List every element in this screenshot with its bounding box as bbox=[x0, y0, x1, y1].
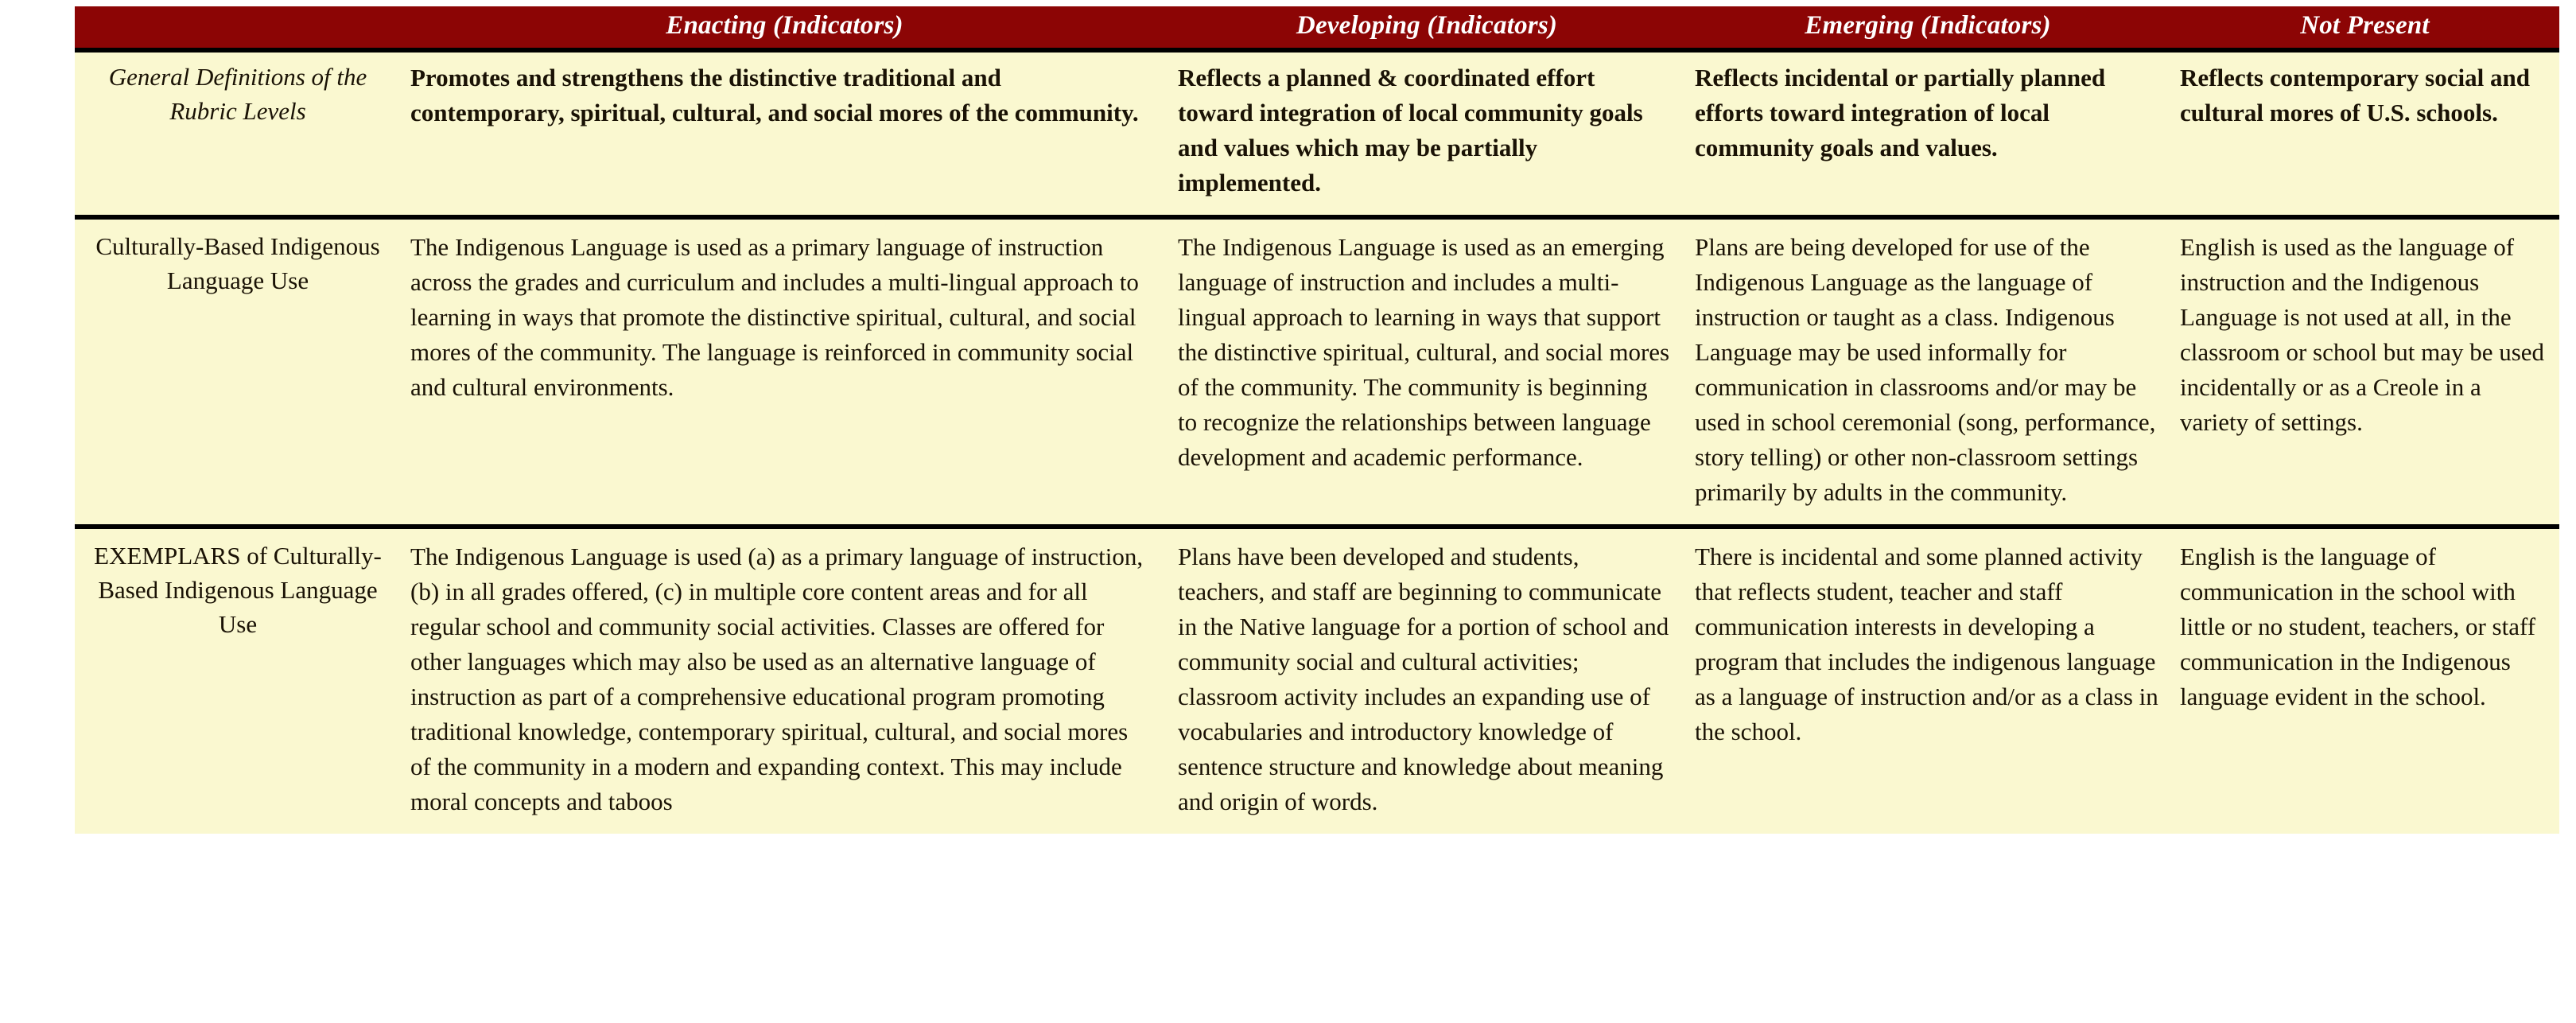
table-header bbox=[75, 6, 2559, 50]
row-label-cell-general-definitions bbox=[75, 50, 401, 217]
cell-text: Reflects incidental or partially planned efforts toward integration of local community goals and values. bbox=[1695, 64, 2106, 162]
cell-text: There is incidental and some planned activity that reflects student, teacher and staff communication interests in developing a program that includes the indigenous language as a language of instruction and/or as a class in the school. bbox=[1695, 543, 2158, 746]
row-label-general-definitions: General Definitions of the Rubric Levels bbox=[108, 63, 367, 125]
cell-text: English is used as the language of instruction and the Indigenous Language is not used at all, in the classroom or school but may be used incidentally or as a Creole in a variety of settings. bbox=[2180, 233, 2545, 437]
table-body bbox=[75, 50, 2559, 834]
row-label-culturally-based-indigenous-language-use: Culturally-Based Indigenous Language Use bbox=[95, 232, 380, 294]
header-row bbox=[75, 6, 2559, 50]
table-row bbox=[75, 527, 2559, 834]
row-label-cell-exemplars bbox=[75, 527, 401, 834]
cell-culturally-based-emerging bbox=[1685, 217, 2170, 527]
cell-general-definitions-emerging bbox=[1685, 50, 2170, 217]
cell-general-definitions-not-present bbox=[2170, 50, 2559, 217]
cell-culturally-based-developing bbox=[1168, 217, 1685, 527]
cell-text: Plans are being developed for use of the Indigenous Language as the language of instruction or taught as a class. Indigenous Language may be used informally for communication in classrooms and/or may be used in school ceremonial (song, performance, story telling) or other non-classroom settings primarily by adults in the community. bbox=[1695, 233, 2156, 507]
cell-text: Plans have been developed and students, teachers, and staff are beginning to communicate in the Native language for a portion of school and community social and cultural activities; classroom activity includes an expanding use of vocabularies and introductory knowledge of sentence structure and knowledge about meaning and origin of words. bbox=[1178, 543, 1669, 816]
row-label-cell-culturally-based-indigenous-language-use bbox=[75, 217, 401, 527]
cell-text: English is the language of communication in the school with little or no student, teachers, or staff communication in the Indigenous language evident in the school. bbox=[2180, 543, 2536, 711]
cell-text: Reflects contemporary social and cultural mores of U.S. schools. bbox=[2180, 64, 2530, 127]
row-label-exemplars-culturally-based-indigenous-language-use: EXEMPLARS of Culturally-Based Indigenous Language Use bbox=[94, 542, 382, 638]
cell-text: Promotes and strengthens the distinctive traditional and contemporary, spiritual, cultural, and social mores of the community. bbox=[410, 64, 1139, 127]
column-header-blank bbox=[75, 6, 401, 50]
rubric-table bbox=[75, 6, 2559, 834]
column-header-not-present: Not Present bbox=[2170, 6, 2559, 50]
cell-culturally-based-enacting bbox=[401, 217, 1168, 527]
cell-general-definitions-enacting bbox=[401, 50, 1168, 217]
cell-text: The Indigenous Language is used as a primary language of instruction across the grades and curriculum and includes a multi-lingual approach to learning in ways that promote the distinctive spiritual, cultural, and social mores of the community. The language is reinforced in community social and cultural environments. bbox=[410, 233, 1139, 402]
cell-culturally-based-not-present bbox=[2170, 217, 2559, 527]
cell-exemplars-emerging bbox=[1685, 527, 2170, 834]
cell-text: Reflects a planned & coordinated effort toward integration of local community goals and values which may be partially implemented. bbox=[1178, 64, 1643, 197]
column-header-enacting: Enacting (Indicators) bbox=[401, 6, 1168, 50]
table-row bbox=[75, 217, 2559, 527]
cell-text: The Indigenous Language is used (a) as a primary language of instruction, (b) in all grades offered, (c) in multiple core content areas and for all regular school and community social activities. Classes are offered for other languages which may also be used as an alternative language of instruction as part of a comprehensive educational program promoting traditional knowledge, contemporary spiritual, cultural, and social mores of the community in a modern and expanding context. This may include moral concepts and taboos bbox=[410, 543, 1144, 816]
column-header-developing: Developing (Indicators) bbox=[1168, 6, 1685, 50]
cell-exemplars-enacting bbox=[401, 527, 1168, 834]
table-row bbox=[75, 50, 2559, 217]
cell-exemplars-developing bbox=[1168, 527, 1685, 834]
cell-text: The Indigenous Language is used as an emerging language of instruction and includes a multi-lingual approach to learning in ways that support the distinctive spiritual, cultural, and social mores of the community. The community is beginning to recognize the relationships between language development and academic performance. bbox=[1178, 233, 1670, 472]
column-header-emerging: Emerging (Indicators) bbox=[1685, 6, 2170, 50]
cell-general-definitions-developing bbox=[1168, 50, 1685, 217]
cell-exemplars-not-present bbox=[2170, 527, 2559, 834]
